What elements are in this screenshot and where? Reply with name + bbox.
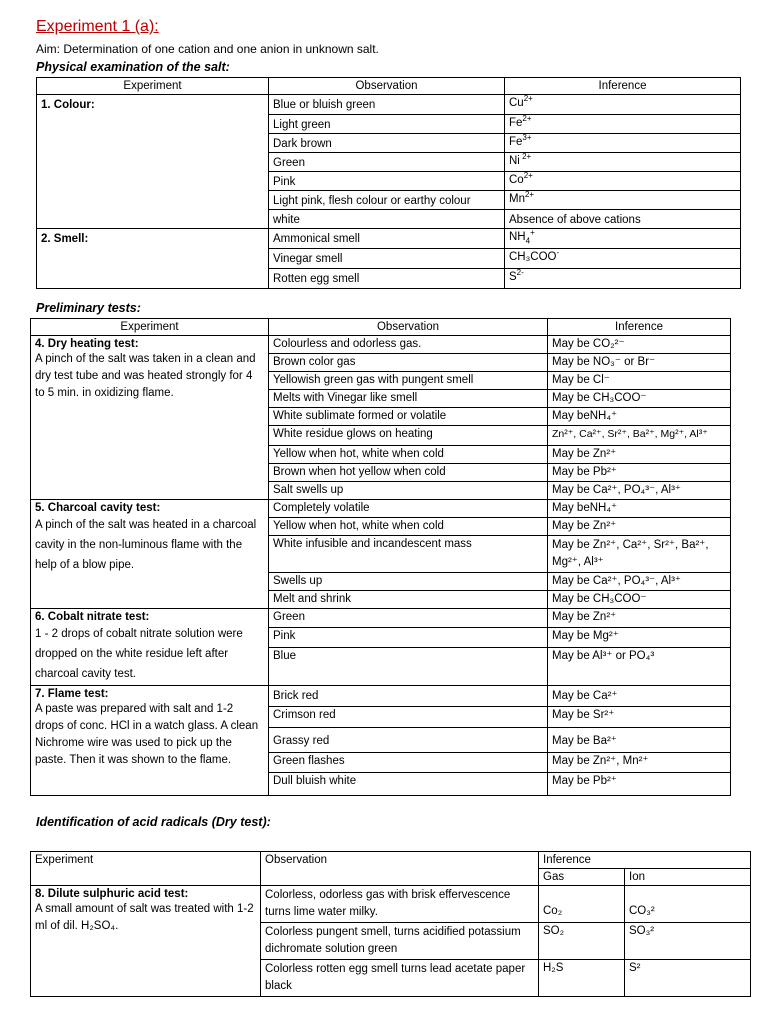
table-cell: Colorless pungent smell, turns acidified potassium dichromate solution green bbox=[261, 923, 539, 960]
smell-label: 2. Smell: bbox=[37, 229, 269, 289]
acid-exp-title: 8. Dilute sulphuric acid test: bbox=[35, 888, 189, 900]
table-cell: May beNH₄⁺ bbox=[548, 500, 731, 518]
colour-label: 1. Colour: bbox=[37, 95, 269, 229]
table-cell: May be CH₃COO⁻ bbox=[548, 591, 731, 609]
dry-heating-cell bbox=[31, 336, 269, 500]
charcoal-cell bbox=[31, 500, 269, 609]
charcoal-title: 5. Charcoal cavity test: bbox=[35, 502, 161, 514]
table-cell: Rotten egg smell bbox=[269, 269, 505, 289]
charcoal-desc: A pinch of the salt was heated in a charcoal cavity in the non-luminous flame with the help of a blow pipe. bbox=[35, 519, 257, 571]
table-cell: Ni $^{2+}$ bbox=[505, 153, 741, 172]
header-inference: Inference bbox=[548, 319, 731, 336]
table-cell: May be Zn²⁺ bbox=[548, 609, 731, 628]
table-cell: Melt and shrink bbox=[269, 591, 548, 609]
table-cell: Green bbox=[269, 609, 548, 628]
table-cell: white bbox=[269, 210, 505, 229]
table-cell: Dull bluish white bbox=[269, 773, 548, 796]
cobalt-desc: 1 - 2 drops of cobalt nitrate solution were dropped on the white residue left after charcoal cavity test. bbox=[35, 628, 243, 680]
header-observation: Observation bbox=[269, 78, 505, 95]
table-cell: Co₂ bbox=[539, 886, 625, 923]
dry-heating-title: 4. Dry heating test: bbox=[35, 338, 139, 350]
table-cell: Blue bbox=[269, 647, 548, 686]
table-cell: Yellow when hot, white when cold bbox=[269, 518, 548, 536]
table-cell: Pink bbox=[269, 172, 505, 191]
table-cell: May be Cl⁻ bbox=[548, 372, 731, 390]
table-cell: May be NO₃⁻ or Br⁻ bbox=[548, 354, 731, 372]
table-cell: May be Zn²⁺, Ca²⁺, Sr²⁺, Ba²⁺, Mg²⁺, Al³⁺ bbox=[548, 536, 731, 573]
table-cell: May be Ca²⁺, PO₄³⁻, Al³⁺ bbox=[548, 573, 731, 591]
table-cell: May be Mg²⁺ bbox=[548, 628, 731, 647]
table-cell: CH₃COO- bbox=[505, 249, 741, 269]
table-cell: Vinegar smell bbox=[269, 249, 505, 269]
table-cell: Absence of above cations bbox=[505, 210, 741, 229]
header-experiment: Experiment bbox=[31, 319, 269, 336]
table-cell: Zn²⁺, Ca²⁺, Sr²⁺, Ba²⁺, Mg²⁺, Al³⁺ bbox=[548, 426, 731, 446]
table-cell: Green bbox=[269, 153, 505, 172]
table-cell: CO₃² bbox=[625, 886, 751, 923]
table-cell: Salt swells up bbox=[269, 482, 548, 500]
table-cell: $Mn^{2+}$ bbox=[505, 191, 741, 210]
table-cell: Melts with Vinegar like smell bbox=[269, 390, 548, 408]
header-experiment: Experiment bbox=[37, 78, 269, 95]
table-cell: Light green bbox=[269, 115, 505, 134]
table-cell: S² bbox=[625, 960, 751, 997]
table-cell: White sublimate formed or volatile bbox=[269, 408, 548, 426]
header-observation: Observation bbox=[269, 319, 548, 336]
preliminary-table bbox=[30, 318, 731, 796]
table-cell: Crimson red bbox=[269, 707, 548, 728]
table-cell: Pink bbox=[269, 628, 548, 647]
flame-desc: A paste was prepared with salt and 1-2 drops of conc. HCl in a watch glass. A clean Nichrome wire was used to pick up the paste. Then it was shown to the flame. bbox=[35, 703, 259, 766]
header-inference: Inference bbox=[539, 852, 751, 869]
table-cell: May be Ba²⁺ bbox=[548, 728, 731, 753]
cobalt-title: 6. Cobalt nitrate test: bbox=[35, 611, 150, 623]
page-title: Experiment 1 (a): bbox=[36, 18, 159, 35]
table-cell: Blue or bluish green bbox=[269, 95, 505, 115]
cobalt-cell bbox=[31, 609, 269, 686]
table-cell: White infusible and incandescent mass bbox=[269, 536, 548, 573]
table-cell: May be Ca²⁺, PO₄³⁻, Al³⁺ bbox=[548, 482, 731, 500]
table-cell: May be Zn²⁺ bbox=[548, 446, 731, 464]
table-cell: Yellow when hot, white when cold bbox=[269, 446, 548, 464]
table-cell: White residue glows on heating bbox=[269, 426, 548, 446]
acid-table bbox=[30, 851, 751, 997]
flame-cell bbox=[31, 686, 269, 796]
table-cell: Completely volatile bbox=[269, 500, 548, 518]
table-cell: May be Al³⁺ or PO₄³ bbox=[548, 647, 731, 686]
table-cell: Dark brown bbox=[269, 134, 505, 153]
table-cell: Colourless and odorless gas. bbox=[269, 336, 548, 354]
table-cell: May be Pb²⁺ bbox=[548, 464, 731, 482]
table-cell: Grassy red bbox=[269, 728, 548, 753]
acid-exp-desc: A small amount of salt was treated with 1-2 ml of dil. H₂SO₄. bbox=[35, 903, 254, 932]
table-cell: Colorless, odorless gas with brisk effervescence turns lime water milky. bbox=[261, 886, 539, 923]
table-cell: $Fe^{3+}$ bbox=[505, 134, 741, 153]
table-cell: May be Pb²⁺ bbox=[548, 773, 731, 796]
table-cell: Yellowish green gas with pungent smell bbox=[269, 372, 548, 390]
table-cell: $Cu^{2+}$ bbox=[505, 95, 741, 115]
table-cell: May beNH₄⁺ bbox=[548, 408, 731, 426]
table-cell: SO₃² bbox=[625, 923, 751, 960]
table-cell: $Co^{2+}$ bbox=[505, 172, 741, 191]
header-ion: Ion bbox=[625, 869, 751, 886]
table-cell: May be Ca²⁺ bbox=[548, 686, 731, 707]
header-inference: Inference bbox=[505, 78, 741, 95]
table-cell: May be CH₃COO⁻ bbox=[548, 390, 731, 408]
aim-text: Aim: Determination of one cation and one anion in unknown salt. bbox=[36, 42, 379, 56]
table-cell: Swells up bbox=[269, 573, 548, 591]
physical-heading: Physical examination of the salt: bbox=[36, 60, 230, 74]
table-cell: Green flashes bbox=[269, 753, 548, 773]
table-cell: $S^{2-}$ bbox=[505, 269, 741, 289]
table-cell: H₂S bbox=[539, 960, 625, 997]
table-cell: May be CO₂²⁻ bbox=[548, 336, 731, 354]
table-cell: Brown when hot yellow when cold bbox=[269, 464, 548, 482]
header-gas: Gas bbox=[539, 869, 625, 886]
table-cell: May be Sr²⁺ bbox=[548, 707, 731, 728]
table-cell: May be Zn²⁺ bbox=[548, 518, 731, 536]
table-cell: Ammonical smell bbox=[269, 229, 505, 249]
table-cell: Brown color gas bbox=[269, 354, 548, 372]
table-cell: Colorless rotten egg smell turns lead acetate paper black bbox=[261, 960, 539, 997]
acid-exp-cell bbox=[31, 886, 261, 997]
table-cell: SO₂ bbox=[539, 923, 625, 960]
acid-heading: Identification of acid radicals (Dry test): bbox=[36, 815, 271, 829]
dry-heating-desc: A pinch of the salt was taken in a clean and dry test tube and was heated strongly for 4 to 5 min. in oxidizing flame. bbox=[35, 353, 256, 399]
table-cell: Light pink, flesh colour or earthy colour bbox=[269, 191, 505, 210]
preliminary-heading: Preliminary tests: bbox=[36, 301, 141, 315]
physical-table bbox=[36, 77, 741, 289]
table-cell: $Fe^{2+}$ bbox=[505, 115, 741, 134]
flame-title: 7. Flame test: bbox=[35, 688, 109, 700]
table-cell: May be Zn²⁺, Mn²⁺ bbox=[548, 753, 731, 773]
table-cell: $NH_4^+$ bbox=[505, 229, 741, 249]
header-experiment: Experiment bbox=[31, 852, 261, 886]
table-cell: Brick red bbox=[269, 686, 548, 707]
header-observation: Observation bbox=[261, 852, 539, 886]
